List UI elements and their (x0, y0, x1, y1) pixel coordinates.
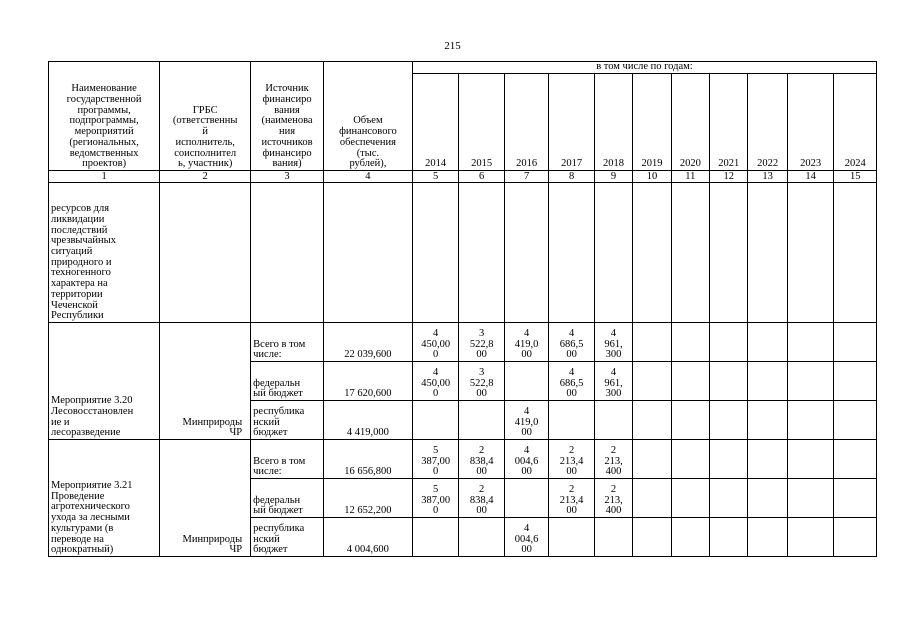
year-value (671, 362, 709, 401)
table-row (49, 323, 877, 362)
year-value (459, 401, 504, 440)
year-value (748, 323, 787, 362)
year-value (710, 440, 748, 479)
header-year: 2019 (633, 74, 671, 171)
year-value (787, 479, 834, 518)
year-value: 3 522,8 00 (459, 323, 504, 362)
funding-volume: 4 419,000 (323, 401, 412, 440)
measure-grbs: Минприроды ЧР (160, 440, 251, 557)
year-value (633, 518, 671, 557)
year-value: 2 213, 400 (594, 440, 632, 479)
year-value (671, 440, 709, 479)
year-value: 3 522,8 00 (459, 362, 504, 401)
table-row (49, 440, 877, 479)
year-value (834, 323, 877, 362)
year-value: 2 213,4 00 (549, 440, 594, 479)
year-value (633, 323, 671, 362)
year-value (834, 362, 877, 401)
column-number: 15 (834, 171, 877, 183)
column-number: 6 (459, 171, 504, 183)
year-value (594, 401, 632, 440)
year-value: 4 450,00 0 (412, 323, 459, 362)
year-value (787, 518, 834, 557)
header-year: 2017 (549, 74, 594, 171)
year-value: 4 419,0 00 (504, 401, 548, 440)
measure-grbs: Минприроды ЧР (160, 323, 251, 440)
year-value (834, 479, 877, 518)
column-number: 13 (748, 171, 787, 183)
column-number: 11 (671, 171, 709, 183)
year-value: 4 004,6 00 (504, 440, 548, 479)
header-year: 2021 (710, 74, 748, 171)
year-value (594, 518, 632, 557)
year-value (549, 518, 594, 557)
year-value (412, 401, 459, 440)
year-value (787, 401, 834, 440)
header-year: 2020 (671, 74, 709, 171)
header-year: 2014 (412, 74, 459, 171)
year-value: 5 387,00 0 (412, 479, 459, 518)
year-value (633, 401, 671, 440)
year-value: 4 961, 300 (594, 323, 632, 362)
year-value: 4 686,5 00 (549, 323, 594, 362)
column-number: 1 (49, 171, 160, 183)
header-year: 2015 (459, 74, 504, 171)
column-number: 8 (549, 171, 594, 183)
year-value: 2 838,4 00 (459, 440, 504, 479)
year-value (834, 518, 877, 557)
funding-volume: 16 656,800 (323, 440, 412, 479)
year-value (459, 518, 504, 557)
funding-source: республика нский бюджет (251, 401, 324, 440)
year-value: 5 387,00 0 (412, 440, 459, 479)
year-value (671, 323, 709, 362)
year-value: 4 686,5 00 (549, 362, 594, 401)
funding-source: Всего в том числе: (251, 440, 324, 479)
budget-table (48, 61, 877, 557)
header-year: 2022 (748, 74, 787, 171)
year-value: 2 213,4 00 (549, 479, 594, 518)
year-value (748, 479, 787, 518)
year-value: 4 004,6 00 (504, 518, 548, 557)
year-value (748, 440, 787, 479)
year-value (671, 518, 709, 557)
funding-volume: 12 652,200 (323, 479, 412, 518)
year-value: 2 838,4 00 (459, 479, 504, 518)
year-value (834, 440, 877, 479)
funding-source: федеральн ый бюджет (251, 479, 324, 518)
header-funding-volume: Объем финансового обеспечения (тыс. рублей), (323, 62, 412, 171)
year-value (710, 362, 748, 401)
year-value: 4 961, 300 (594, 362, 632, 401)
column-number: 4 (323, 171, 412, 183)
column-number: 12 (710, 171, 748, 183)
year-value (834, 401, 877, 440)
funding-source: федеральн ый бюджет (251, 362, 324, 401)
column-number: 7 (504, 171, 548, 183)
year-value: 4 419,0 00 (504, 323, 548, 362)
funding-volume: 17 620,600 (323, 362, 412, 401)
funding-source: республика нский бюджет (251, 518, 324, 557)
header-years-group: в том числе по годам: (412, 62, 876, 74)
year-value (671, 479, 709, 518)
header-grbs: ГРБС (ответственны й исполнитель, соисполнител ь, участник) (160, 62, 251, 171)
header-program-name: Наименование государственной программы, подпрограммы, мероприятий (региональных, ведомственных проектов) (49, 62, 160, 171)
year-value (633, 440, 671, 479)
year-value (787, 323, 834, 362)
year-value (710, 479, 748, 518)
column-number: 2 (160, 171, 251, 183)
measure-name: Мероприятие 3.21 Проведение агротехнического ухода за лесными культурами (в переводе на однократный) (49, 440, 160, 557)
column-number: 10 (633, 171, 671, 183)
year-value (787, 440, 834, 479)
header-year: 2016 (504, 74, 548, 171)
column-number: 9 (594, 171, 632, 183)
header-funding-source: Источник финансиро вания (наименова ния источников финансиро вания) (251, 62, 324, 171)
continuation-text: ресурсов для ликвидации последствий чрезвычайных ситуаций природного и техногенного характера на территории Чеченской Республики (49, 183, 160, 323)
year-value (504, 362, 548, 401)
year-value (633, 479, 671, 518)
funding-source: Всего в том числе: (251, 323, 324, 362)
year-value (710, 323, 748, 362)
year-value (549, 401, 594, 440)
column-number: 5 (412, 171, 459, 183)
year-value (710, 518, 748, 557)
funding-volume: 22 039,600 (323, 323, 412, 362)
year-value (633, 362, 671, 401)
header-year: 2018 (594, 74, 632, 171)
year-value (710, 401, 748, 440)
measure-name: Мероприятие 3.20 Лесовосстановлен ие и лесоразведение (49, 323, 160, 440)
year-value (748, 362, 787, 401)
year-value: 2 213, 400 (594, 479, 632, 518)
year-value (412, 518, 459, 557)
year-value: 4 450,00 0 (412, 362, 459, 401)
year-value (504, 479, 548, 518)
year-value (748, 401, 787, 440)
header-year: 2024 (834, 74, 877, 171)
page-number: 215 (444, 40, 461, 52)
year-value (748, 518, 787, 557)
year-value (671, 401, 709, 440)
funding-volume: 4 004,600 (323, 518, 412, 557)
column-number: 3 (251, 171, 324, 183)
header-year: 2023 (787, 74, 834, 171)
column-number: 14 (787, 171, 834, 183)
year-value (787, 362, 834, 401)
